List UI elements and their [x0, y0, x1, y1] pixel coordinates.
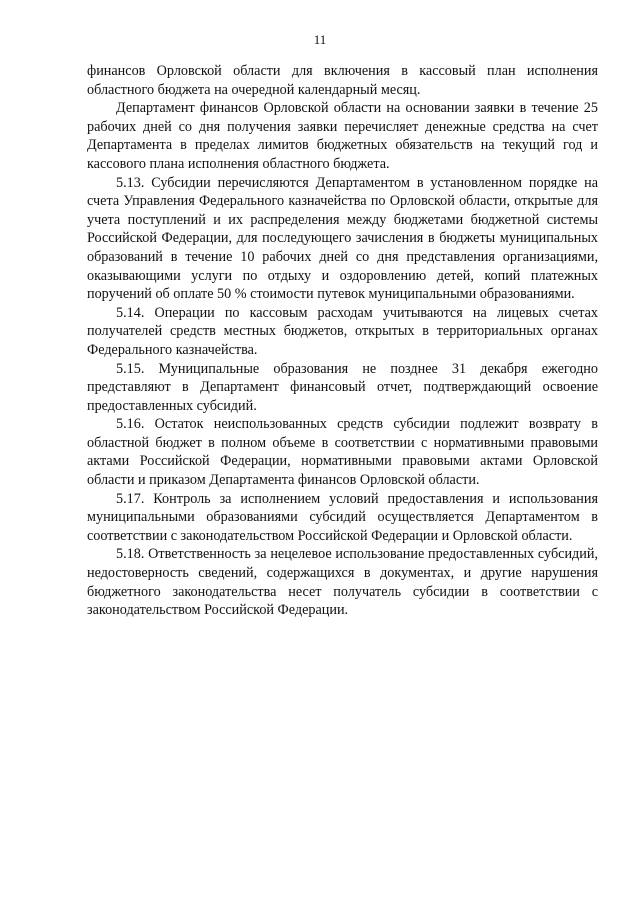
- paragraph-5-18: 5.18. Ответственность за нецелевое использование предоставленных субсидий, недостоверность сведений, содержащихся в документах, и другие нарушения бюджетного законодательства несет получатель субсидии в соответствии с законодательством Российской Федерации.: [87, 546, 598, 619]
- paragraph-5-13: 5.13. Субсидии перечисляются Департаментом в установленном порядке на счета Управления Федерального казначейства по Орловской области, открытые для учета поступлений и их распределения между бюджетами бюджетной системы Российской Федерации, для последующего зачисления в бюджеты муниципальных образований в течение 10 рабочих дней со дня представления организациями, оказывающими услуги по отдыху и оздоровлению детей, копий платежных поручений об оплате 50 % стоимости путевок муниципальными образованиями.: [87, 174, 598, 303]
- paragraph-finance-department: Департамент финансов Орловской области на основании заявки в течение 25 рабочих дней со дня получения заявки перечисляет денежные средства на счет Департамента в пределах лимитов бюджетных обязательств на текущий год и кассового плана исполнения областного бюджета.: [87, 100, 598, 172]
- paragraph-5-16: 5.16. Остаток неиспользованных средств субсидии подлежит возврату в областной бюджет в полном объеме в соответствии с нормативными правовыми актами Российской Федерации, нормативными правовыми актами Орловской области и приказом Департамента финансов Орловской области.: [87, 416, 598, 489]
- paragraph-5-15: 5.15. Муниципальные образования не позднее 31 декабря ежегодно представляют в Департамент финансовый отчет, подтверждающий освоение предоставленных субсидий.: [87, 360, 598, 414]
- paragraph-5-14: 5.14. Операции по кассовым расходам учитываются на лицевых счетах получателей средств местных бюджетов, открытых в территориальных органах Федерального казначейства.: [87, 304, 598, 358]
- document-body: [87, 62, 598, 620]
- paragraph-continuation: финансов Орловской области для включения в кассовый план исполнения областного бюджета на очередной календарный месяц.: [87, 63, 598, 98]
- paragraph-5-17: 5.17. Контроль за исполнением условий предоставления и использования муниципальными образованиями субсидий осуществляется Департаментом в соответствии с законодательством Российской Федерации и Орловской области.: [87, 490, 598, 544]
- page-number: 11: [313, 32, 327, 47]
